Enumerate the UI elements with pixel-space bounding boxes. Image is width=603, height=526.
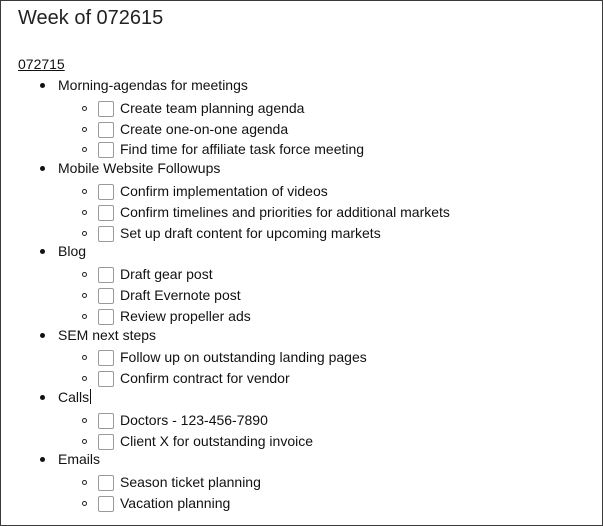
task-label[interactable]: Set up draft content for upcoming markets [120,224,381,241]
section-label[interactable]: Emails [58,451,101,468]
task-checkbox[interactable] [98,371,114,387]
section-label[interactable]: Blog [58,243,87,260]
section-label[interactable]: Morning-agendas for meetings [58,77,248,93]
hollow-bullet-icon [82,189,87,194]
bullet-icon [40,249,45,254]
task-item [1,410,603,431]
task-label[interactable]: Find time for affiliate task force meeting [120,141,365,158]
hollow-bullet-icon [82,376,87,381]
hollow-bullet-icon [82,501,87,506]
bullet-icon [40,333,45,338]
task-checkbox[interactable] [98,226,114,242]
hollow-bullet-icon [82,418,87,423]
task-label[interactable]: Doctors - 123-456-7890 [120,411,268,428]
task-item [1,368,603,389]
bullet-icon [40,457,45,462]
task-checkbox[interactable] [98,205,114,221]
note-title[interactable]: Week of 072615 [18,7,164,29]
hollow-bullet-icon [82,355,87,360]
section [1,160,603,243]
task-label[interactable]: Draft gear post [120,266,213,283]
task-label[interactable]: Season ticket planning [120,474,261,491]
task-item [1,139,603,160]
section [1,389,603,451]
task-checkbox[interactable] [98,350,114,366]
section-label[interactable]: SEM next steps [58,326,157,343]
task-checkbox[interactable] [98,434,114,450]
bullet-icon [40,83,45,88]
section-list [1,77,603,514]
hollow-bullet-icon [82,231,87,236]
task-checkbox[interactable] [98,496,114,512]
hollow-bullet-icon [82,147,87,152]
task-label[interactable]: Draft Evernote post [120,286,241,303]
task-item [1,181,603,202]
task-label[interactable]: Confirm timelines and priorities for additional markets [120,203,450,220]
section [1,77,603,160]
hollow-bullet-icon [82,314,87,319]
section-label[interactable] [58,389,91,406]
task-item [1,306,603,327]
task-item [1,347,603,368]
task-checkbox[interactable] [98,142,114,158]
task-checkbox[interactable] [98,288,114,304]
hollow-bullet-icon [82,106,87,111]
task-item [1,223,603,244]
section [1,327,603,389]
task-item [1,493,603,514]
hollow-bullet-icon [82,293,87,298]
task-checkbox[interactable] [98,413,114,429]
text-cursor [90,389,91,404]
section [1,451,603,513]
task-label[interactable]: Confirm implementation of videos [120,182,328,199]
task-item [1,285,603,306]
task-item [1,472,603,493]
bullet-icon [40,395,45,400]
section [1,243,603,326]
hollow-bullet-icon [82,480,87,485]
task-label[interactable]: Create one-on-one agenda [120,120,289,137]
task-checkbox[interactable] [98,122,114,138]
task-checkbox[interactable] [98,101,114,117]
task-label[interactable]: Create team planning agenda [120,99,305,116]
task-item [1,98,603,119]
task-label[interactable]: Vacation planning [120,494,231,511]
task-item [1,264,603,285]
task-label[interactable]: Confirm contract for vendor [120,370,290,387]
bullet-icon [40,166,45,171]
task-label[interactable]: Client X for outstanding invoice [120,432,313,449]
hollow-bullet-icon [82,210,87,215]
task-checkbox[interactable] [98,475,114,491]
task-label[interactable]: Review propeller ads [120,307,251,324]
date-heading: 072715 [18,56,65,72]
task-item [1,119,603,140]
task-label[interactable]: Follow up on outstanding landing pages [120,349,367,366]
section-label-text: Calls [58,388,90,405]
task-checkbox[interactable] [98,184,114,200]
task-item [1,431,603,452]
task-checkbox[interactable] [98,267,114,283]
hollow-bullet-icon [82,127,87,132]
task-checkbox[interactable] [98,309,114,325]
hollow-bullet-icon [82,439,87,444]
section-label[interactable]: Mobile Website Followups [58,160,221,177]
hollow-bullet-icon [82,272,87,277]
task-item [1,202,603,223]
